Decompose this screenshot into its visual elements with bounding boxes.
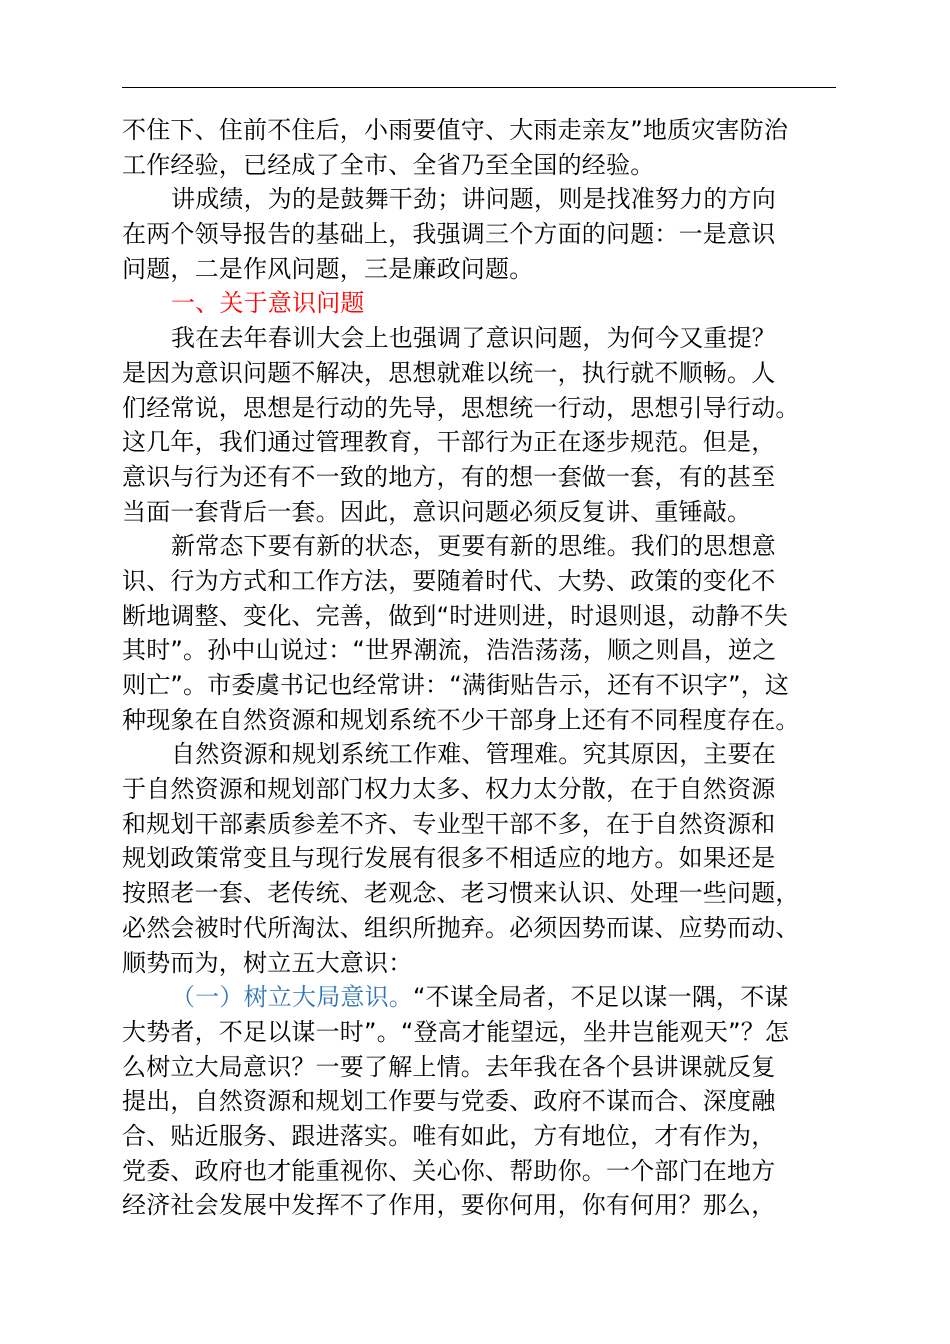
text-line: 不住下、住前不住后，小雨要值守、大雨走亲友”地质灾害防治	[122, 116, 789, 144]
text-line: 意识与行为还有不一致的地方，有的想一套做一套，有的甚至	[122, 462, 776, 491]
text-line: 们经常说，思想是行动的先导，思想统一行动，思想引导行动。	[122, 393, 800, 422]
text-line: 经济社会发展中发挥不了作用，要你何用，你有何用？那么，	[122, 1191, 776, 1220]
text-line: 规划政策常变且与现行发展有很多不相适应的地方。如果还是	[122, 844, 776, 873]
text-line: 当面一套背后一套。因此，意识问题必须反复讲、重锤敲。	[122, 497, 752, 526]
text-line: 顺势而为，树立五大意识：	[122, 948, 413, 977]
text-line: 问题，二是作风问题，三是廉政问题。	[122, 254, 534, 283]
text-line: 党委、政府也才能重视你、关心你、帮助你。一个部门在地方	[122, 1156, 776, 1185]
paragraph-start: 新常态下要有新的状态，更要有新的思维。我们的思想意	[171, 532, 776, 561]
header-rule	[122, 87, 836, 88]
paragraph-start: 我在去年春训大会上也强调了意识问题，为何今又重提？	[171, 324, 776, 353]
text-line: 是因为意识问题不解决，思想就难以统一，执行就不顺畅。人	[122, 358, 776, 387]
text-line: 按照老一套、老传统、老观念、老习惯来认识、处理一些问题，	[122, 879, 800, 908]
text-line: 在两个领导报告的基础上，我强调三个方面的问题：一是意识	[122, 220, 776, 249]
text-line: 大势者，不足以谋一时”。“登高才能望远，坐井岂能观天”？怎	[122, 1017, 790, 1046]
text-line: 种现象在自然资源和规划系统不少干部身上还有不同程度存在。	[122, 705, 800, 734]
subsection-heading: （一）树立大局意识。	[171, 983, 413, 1012]
text-line: 和规划干部素质参差不齐、专业型干部不多，在于自然资源和	[122, 809, 776, 838]
text-line: 工作经验，已经成了全市、全省乃至全国的经验。	[122, 150, 655, 179]
paragraph-start: 自然资源和规划系统工作难、管理难。究其原因，主要在	[171, 740, 776, 769]
text-line: 则亡”。市委虞书记也经常讲：“满街贴告示，还有不识字”，这	[122, 671, 790, 699]
text-line: 断地调整、变化、完善，做到“时进则进，时退则退，动静不失	[122, 601, 789, 630]
body-text	[122, 113, 840, 1223]
section-heading: 一、关于意识问题	[171, 289, 365, 318]
text-line: 于自然资源和规划部门权力太多、权力太分散，在于自然资源	[122, 775, 776, 804]
paragraph-start	[122, 980, 840, 1015]
paragraph-start: 讲成绩，为的是鼓舞干劲；讲问题，则是找准努力的方向	[171, 185, 776, 214]
text-line: 这几年，我们通过管理教育，干部行为正在逐步规范。但是，	[122, 428, 776, 457]
text-line: 必然会被时代所淘汰、组织所抛弃。必须因势而谋、应势而动、	[122, 913, 800, 942]
text-line: 提出，自然资源和规划工作要与党委、政府不谋而合、深度融	[122, 1087, 776, 1116]
text-line: 其时”。孙中山说过：“世界潮流，浩浩荡荡，顺之则昌，逆之	[122, 636, 777, 665]
text-run: “不谋全局者，不足以谋一隅，不谋	[413, 983, 789, 1012]
text-line: 么树立大局意识？一要了解上情。去年我在各个县讲课就反复	[122, 1052, 776, 1081]
text-line: 识、行为方式和工作方法，要随着时代、大势、政策的变化不	[122, 566, 776, 595]
text-line: 合、贴近服务、跟进落实。唯有如此，方有地位，才有作为，	[122, 1121, 776, 1150]
